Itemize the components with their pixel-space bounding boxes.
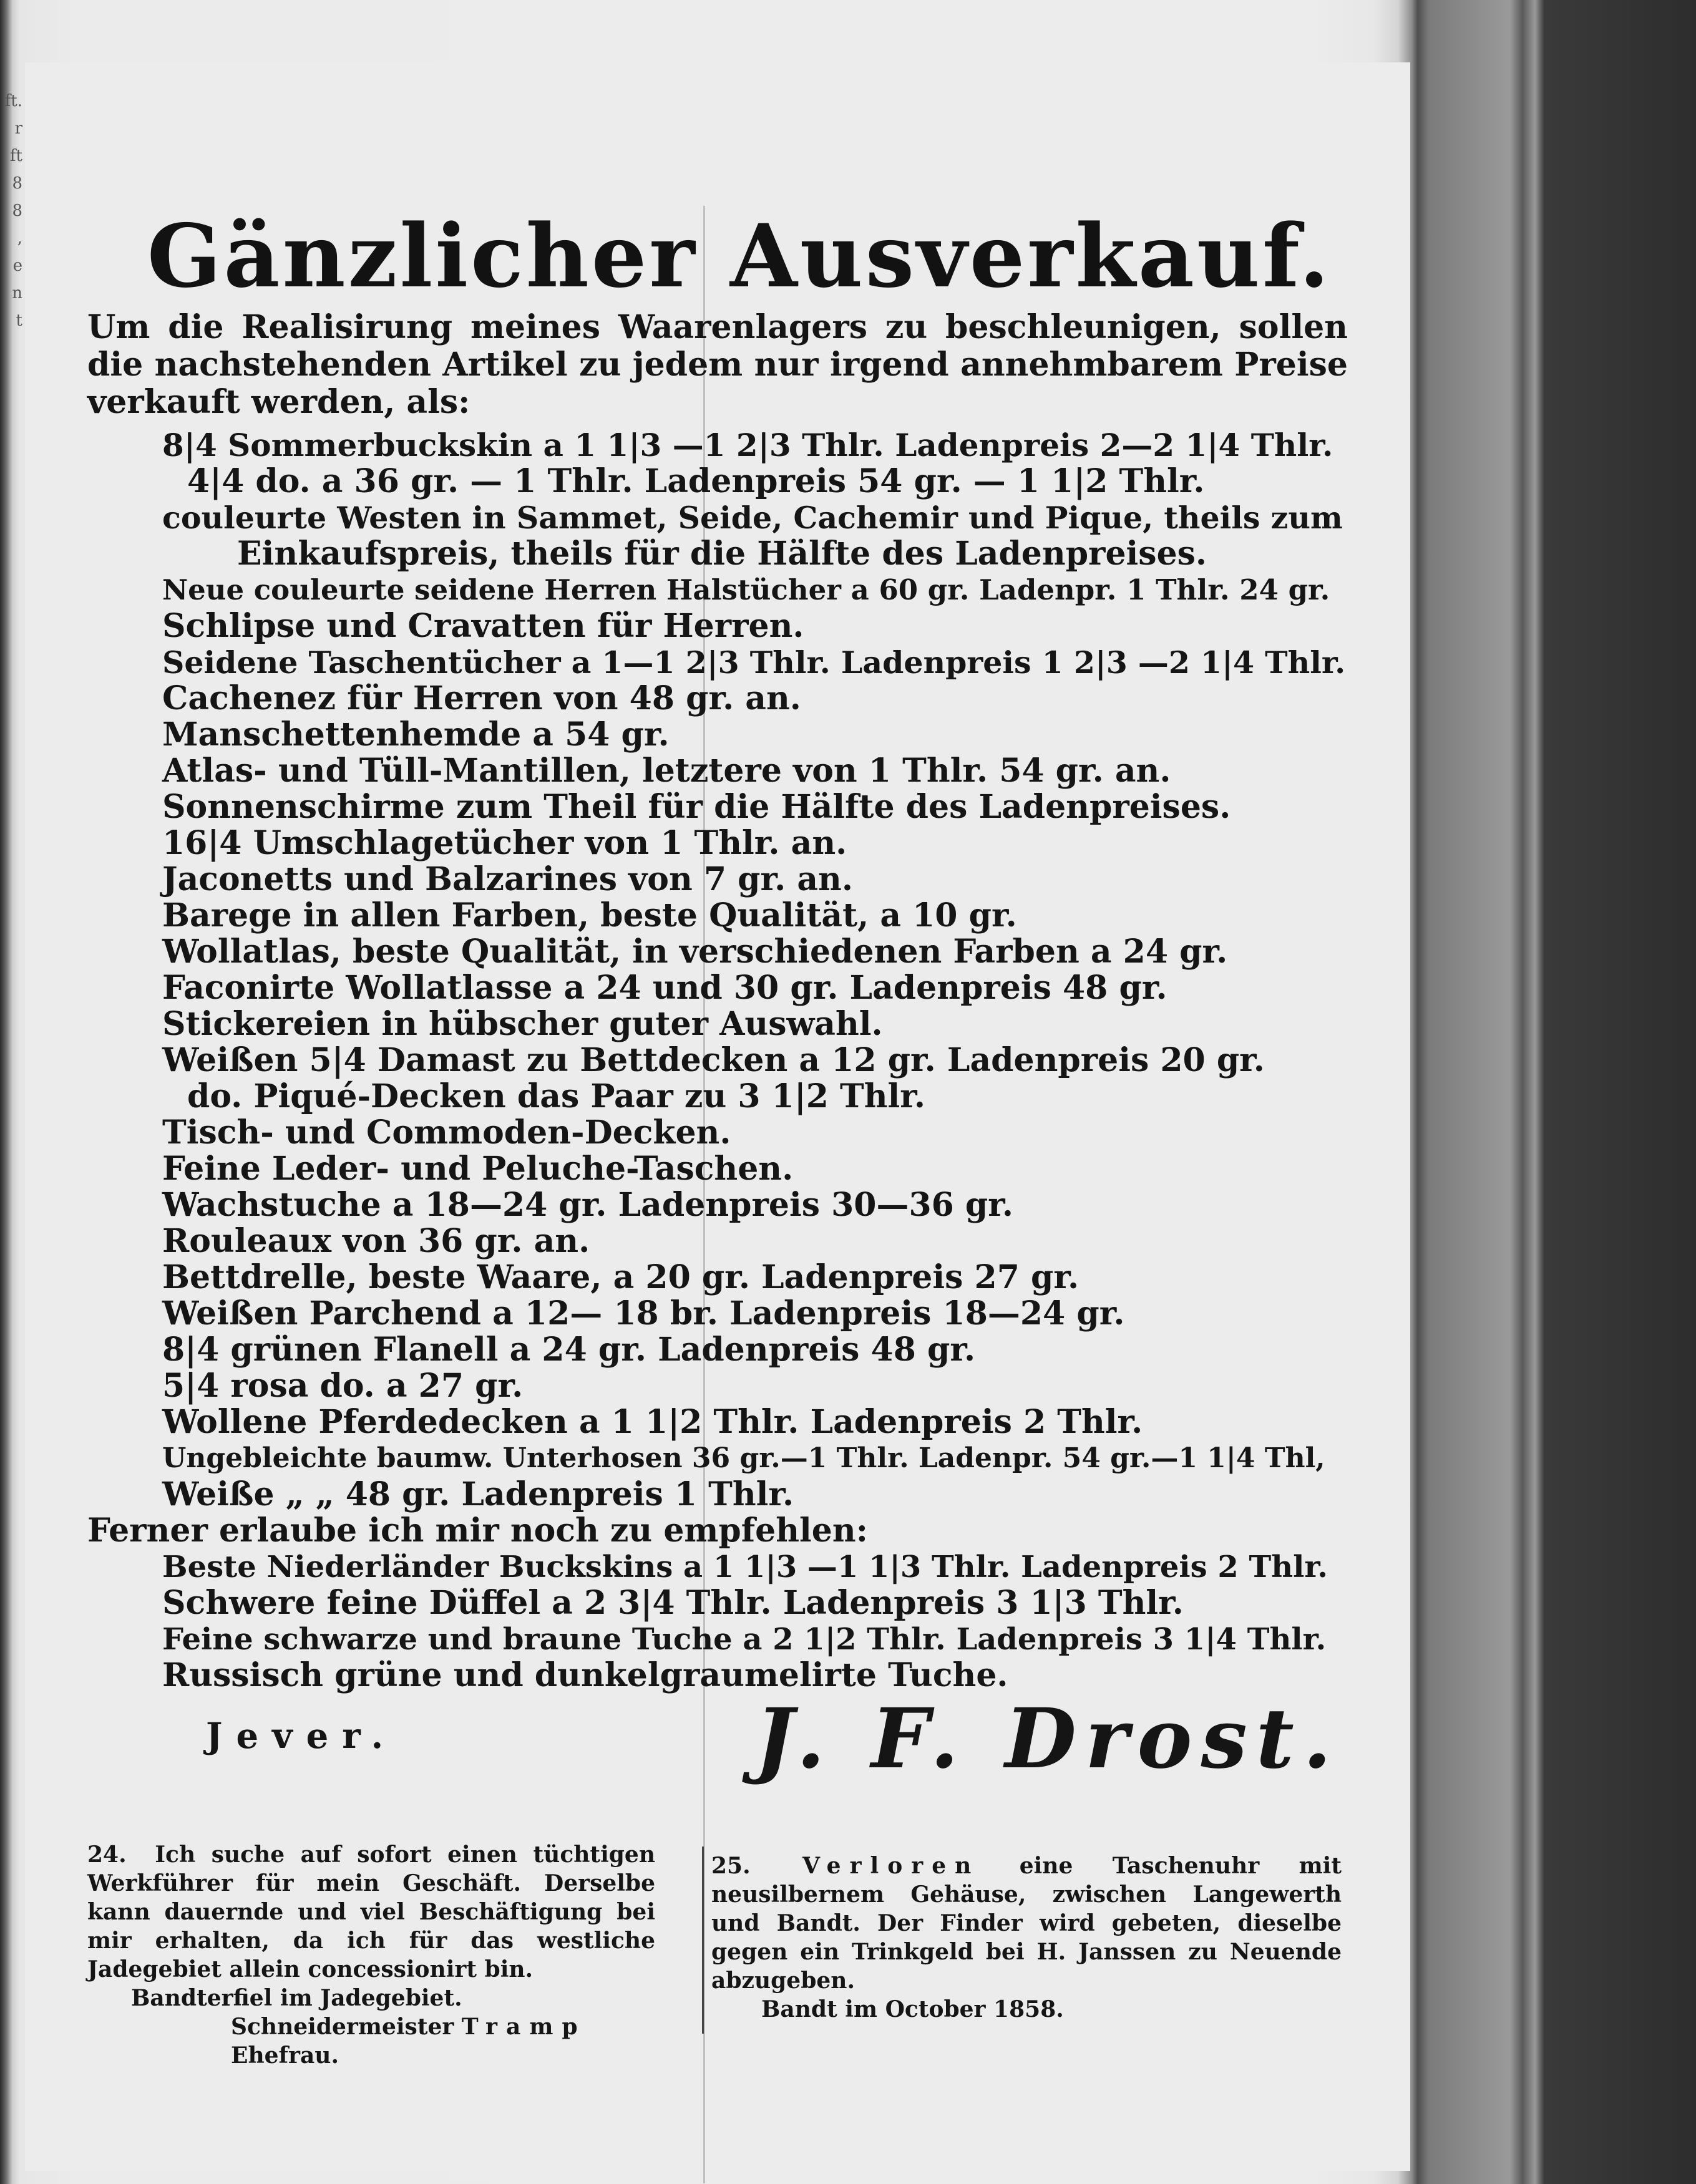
advert-item: Ungebleichte baumw. Unterhosen 36 gr.—1 Thlr. Ladenpr. 54 gr.—1 1|4 Thl,: [162, 1442, 1325, 1474]
advert-item: Schwere feine Düffel a 2 3|4 Thlr. Ladenpreis 3 1|3 Thlr.: [162, 1584, 1184, 1622]
newspaper-page: [25, 62, 1410, 2171]
advert-item: Rouleaux von 36 gr. an.: [162, 1222, 590, 1260]
notice-25-text: eine Taschenuhr mit neusilbernem Gehäuse, zwischen Langewerth und Bandt. Der Finder wird gebeten, dieselbe gegen ein Trinkgeld bei H. Janssen zu Neuende abzugeben.: [711, 1853, 1342, 1994]
advert-item: Wollene Pferdedecken a 1 1|2 Thlr. Ladenpreis 2 Thlr.: [162, 1403, 1143, 1441]
notice-24-place: Bandterfiel im Jadegebiet.: [131, 1985, 462, 2011]
notice-25-lead: Verloren: [802, 1853, 980, 1879]
notice-24-signature-prefix: Schneidermeister: [231, 2014, 454, 2040]
advert-item: Feine Leder- und Peluche-Taschen.: [162, 1150, 794, 1188]
advert-item: Barege in allen Farben, beste Qualität, a 10 gr.: [162, 896, 1017, 934]
advert-item: 16|4 Umschlagetücher von 1 Thlr. an.: [162, 824, 847, 862]
advert-item: 4|4 do. a 36 gr. — 1 Thlr. Ladenpreis 54 gr. — 1 1|2 Thlr.: [187, 462, 1205, 500]
advert-item: Tisch- und Commoden-Decken.: [162, 1114, 731, 1152]
advert-item: Weißen 5|4 Damast zu Bettdecken a 12 gr. Ladenpreis 20 gr.: [162, 1041, 1265, 1079]
advert-item: 5|4 rosa do. a 27 gr.: [162, 1367, 524, 1405]
notice-25-number: 25.: [711, 1853, 751, 1879]
notice-24-signature-name: Tramp: [461, 2014, 587, 2040]
advert-item: Weiße „ „ 48 gr. Ladenpreis 1 Thlr.: [162, 1475, 794, 1513]
advert-item: Manschettenhemde a 54 gr.: [162, 716, 670, 754]
advert-item: Sonnenschirme zum Theil für die Hälfte des Ladenpreises.: [162, 788, 1231, 826]
advert-item: Wollatlas, beste Qualität, in verschiedenen Farben a 24 gr.: [162, 933, 1228, 971]
notice-25: [711, 1852, 1342, 2024]
advert-item: Jaconetts und Balzarines von 7 gr. an.: [162, 860, 853, 898]
notice-24-signature: [87, 2012, 655, 2070]
advert-item: 8|4 Sommerbuckskin a 1 1|3 —1 2|3 Thlr. Ladenpreis 2—2 1|4 Thlr.: [162, 427, 1333, 463]
advert-item: couleurte Westen in Sammet, Seide, Cachemir und Pique, theils zum: [162, 500, 1343, 536]
notice-24-body: [87, 1840, 655, 1984]
advert-item: do. Piqué-Decken das Paar zu 3 1|2 Thlr.: [187, 1077, 925, 1115]
advert-place: Jever.: [206, 1716, 397, 1757]
advert-item: Cachenez für Herren von 48 gr. an.: [162, 679, 801, 717]
advert-item: Schlipse und Cravatten für Herren.: [162, 607, 804, 645]
advert-item: Neue couleurte seidene Herren Halstücher a 60 gr. Ladenpr. 1 Thlr. 24 gr.: [162, 573, 1330, 606]
advert-item: Weißen Parchend a 12— 18 br. Ladenpreis 18—24 gr.: [162, 1294, 1125, 1332]
advert-item: Stickereien in hübscher guter Auswahl.: [162, 1005, 883, 1043]
advert-signature: [87, 1691, 1348, 1797]
notice-separator: [702, 1847, 704, 2034]
notice-24-text: Ich suche auf sofort einen tüchtigen Werkführer für mein Geschäft. Derselbe kann dauernde und viel Beschäftigung bei mir erhalten, da ich für das westliche Jadegebiet allein concessionirt bin.: [87, 1842, 655, 1983]
notice-25-body: [711, 1852, 1342, 1995]
advert-item: Russisch grüne und dunkelgraumelirte Tuche.: [162, 1656, 1008, 1694]
advert-headline: Gänzlicher Ausverkauf.: [147, 205, 1332, 307]
advert-item: Einkaufspreis, theils für die Hälfte des Ladenpreises.: [237, 535, 1207, 573]
advert-item: Beste Niederländer Buckskins a 1 1|3 —1 1|3 Thlr. Ladenpreis 2 Thlr.: [162, 1550, 1328, 1585]
notice-25-place-date: Bandt im October 1858.: [761, 1996, 1064, 2022]
advert-item: Bettdrelle, beste Waare, a 20 gr. Ladenpreis 27 gr.: [162, 1258, 1079, 1296]
previous-page-edge: ft. r ft 8 8 , e n t: [4, 92, 22, 330]
advert-item: Atlas- und Tüll-Mantillen, letztere von 1 Thlr. 54 gr. an.: [162, 752, 1171, 790]
advert-item: Seidene Taschentücher a 1—1 2|3 Thlr. Ladenpreis 1 2|3 —2 1|4 Thlr.: [162, 644, 1346, 681]
advert-item: Faconirte Wollatlasse a 24 und 30 gr. Ladenpreis 48 gr.: [162, 969, 1167, 1007]
advert-merchant: J. F. Drost.: [755, 1691, 1340, 1787]
advert-item: 8|4 grünen Flanell a 24 gr. Ladenpreis 48 gr.: [162, 1331, 976, 1369]
advert-item: Ferner erlaube ich mir noch zu empfehlen:: [87, 1512, 868, 1550]
advert-item: Feine schwarze und braune Tuche a 2 1|2 Thlr. Ladenpreis 3 1|4 Thlr.: [162, 1622, 1327, 1657]
advert-item-list: [87, 427, 1348, 1694]
notice-24-signature-suffix: Ehefrau.: [231, 2042, 339, 2069]
advert-intro: Um die Realisirung meines Waarenlagers zu beschleunigen, sollen die nachstehenden Artikel zu jedem nur irgend annehmbarem Preise verkauft werden, als:: [87, 308, 1348, 421]
advert-item: Wachstuche a 18—24 gr. Ladenpreis 30—36 gr.: [162, 1186, 1014, 1224]
notice-24-number: 24.: [87, 1842, 127, 1868]
notice-24: [87, 1840, 655, 2070]
page-content: [87, 193, 1348, 2069]
